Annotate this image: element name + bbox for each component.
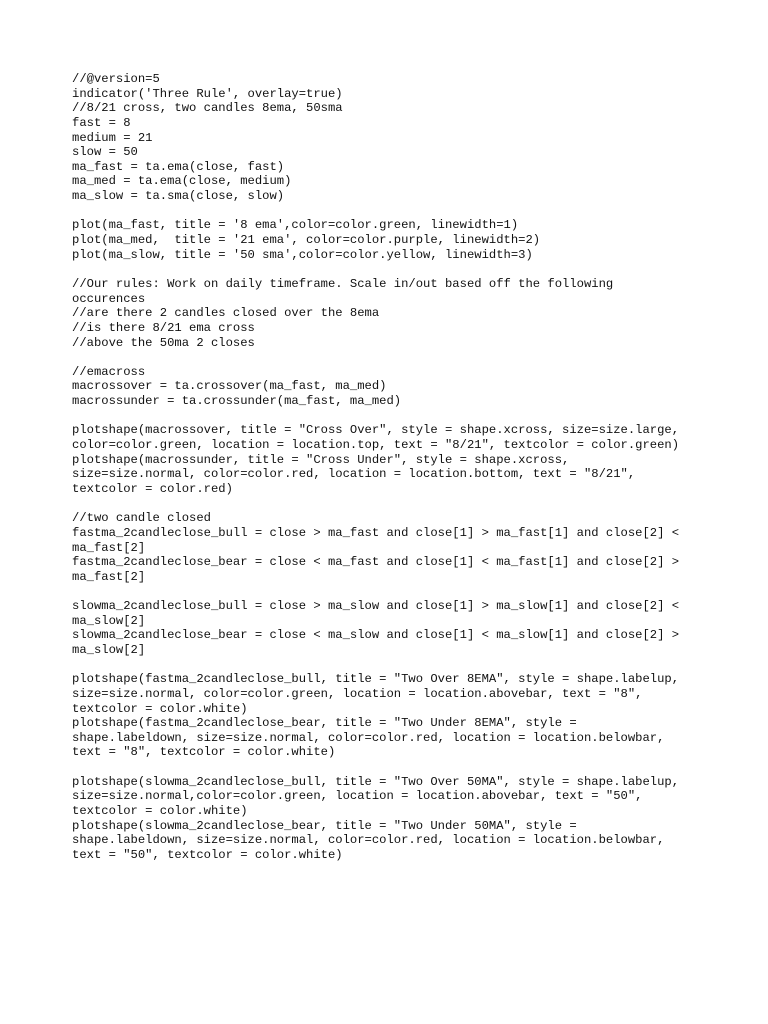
- code-line: ma_slow[2]: [72, 642, 146, 657]
- code-line: indicator('Three Rule', overlay=true): [72, 86, 343, 101]
- code-line: medium = 21: [72, 130, 153, 145]
- code-line: [72, 658, 712, 673]
- code-line: //emacross: [72, 364, 146, 379]
- code-line: text = "50", textcolor = color.white): [72, 847, 343, 862]
- code-line: plotshape(fastma_2candleclose_bull, title = "Two Over 8EMA", style = shape.labelup,: [72, 672, 680, 687]
- code-line: size=size.normal, color=color.green, location = location.abovebar, text = "8",: [72, 686, 643, 701]
- code-line: ma_med = ta.ema(close, medium): [72, 174, 292, 189]
- code-line: plotshape(fastma_2candleclose_bear, title = "Two Under 8EMA", style =: [72, 716, 577, 731]
- code-line: macrossunder = ta.crossunder(ma_fast, ma_med): [72, 394, 402, 409]
- code-line: //@version=5: [72, 72, 160, 86]
- code-line: shape.labeldown, size=size.normal, color=color.red, location = location.belowbar,: [72, 833, 665, 848]
- code-line: [72, 262, 712, 277]
- code-line: [72, 350, 712, 365]
- code-line: plotshape(macrossunder, title = "Cross Under", style = shape.xcross,: [72, 452, 570, 467]
- code-line: plot(ma_slow, title = '50 sma',color=color.yellow, linewidth=3): [72, 247, 533, 262]
- code-line: fastma_2candleclose_bull = close > ma_fast and close[1] > ma_fast[1] and close[2] <: [72, 525, 680, 540]
- code-line: plotshape(macrossover, title = "Cross Over", style = shape.xcross, size=size.large,: [72, 423, 680, 438]
- code-line: ma_fast[2]: [72, 540, 146, 555]
- code-line: slow = 50: [72, 145, 138, 160]
- code-line: //Our rules: Work on daily timeframe. Scale in/out based off the following: [72, 276, 614, 291]
- code-line: shape.labeldown, size=size.normal, color=color.red, location = location.belowbar,: [72, 730, 665, 745]
- code-line: color=color.green, location = location.top, text = "8/21", textcolor = color.green): [72, 438, 680, 453]
- code-line: textcolor = color.white): [72, 701, 248, 716]
- code-line: text = "8", textcolor = color.white): [72, 745, 336, 760]
- code-line: [72, 409, 712, 424]
- code-line: macrossover = ta.crossover(ma_fast, ma_med): [72, 379, 387, 394]
- code-line: ma_fast = ta.ema(close, fast): [72, 159, 285, 174]
- code-line: fastma_2candleclose_bear = close < ma_fast and close[1] < ma_fast[1] and close[2] >: [72, 555, 680, 570]
- code-line: ma_slow[2]: [72, 613, 146, 628]
- code-line: slowma_2candleclose_bear = close < ma_slow and close[1] < ma_slow[1] and close[2] >: [72, 628, 680, 643]
- code-line: fast = 8: [72, 115, 131, 130]
- code-line: //two candle closed: [72, 511, 211, 526]
- code-line: ma_slow = ta.sma(close, slow): [72, 189, 285, 204]
- code-line: plot(ma_fast, title = '8 ema',color=color.green, linewidth=1): [72, 218, 519, 233]
- code-line: [72, 204, 712, 219]
- code-line: //above the 50ma 2 closes: [72, 335, 255, 350]
- code-line: size=size.normal, color=color.red, location = location.bottom, text = "8/21",: [72, 467, 636, 482]
- code-line: //is there 8/21 ema cross: [72, 320, 255, 335]
- code-line: plotshape(slowma_2candleclose_bear, title = "Two Under 50MA", style =: [72, 818, 577, 833]
- code-line: //8/21 cross, two candles 8ema, 50sma: [72, 101, 343, 116]
- code-line: plotshape(slowma_2candleclose_bull, title = "Two Over 50MA", style = shape.labelup,: [72, 774, 680, 789]
- code-line: size=size.normal,color=color.green, location = location.abovebar, text = "50",: [72, 789, 643, 804]
- code-line: [72, 497, 712, 512]
- code-line: //are there 2 candles closed over the 8ema: [72, 306, 380, 321]
- code-line: [72, 760, 712, 775]
- code-text-block: [72, 72, 712, 863]
- code-line: [72, 584, 712, 599]
- code-line: slowma_2candleclose_bull = close > ma_slow and close[1] > ma_slow[1] and close[2] <: [72, 599, 680, 614]
- code-line: occurences: [72, 291, 146, 306]
- code-line: textcolor = color.white): [72, 804, 248, 819]
- code-line: textcolor = color.red): [72, 481, 233, 496]
- code-line: plot(ma_med, title = '21 ema', color=color.purple, linewidth=2): [72, 233, 541, 248]
- code-line: ma_fast[2]: [72, 569, 146, 584]
